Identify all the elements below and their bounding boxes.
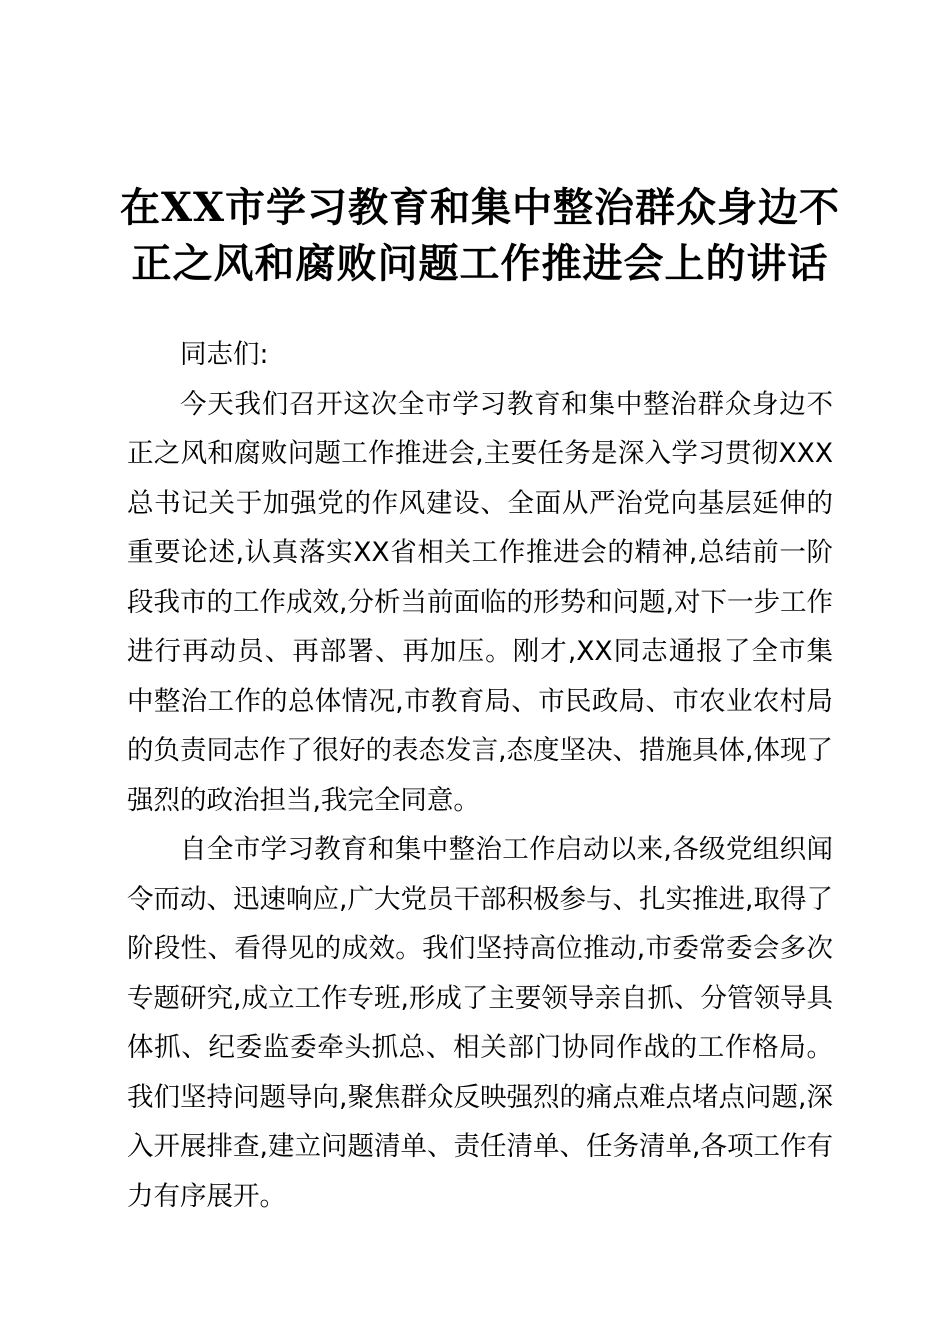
- paragraph: 自全市学习教育和集中整治工作启动以来,各级党组织闻令而动、迅速响应,广大党员干部积极参与、扎实推进,取得了阶段性、看得见的成效。我们坚持高位推动,市委常委会多次专题研究,成立工作专班,形成了主要领导亲自抓、分管领导具体抓、纪委监委牵头抓总、相关部门协同作战的工作格局。我们坚持问题导向,聚焦群众反映强烈的痛点难点堵点问题,深入开展排查,建立问题清单、责任清单、任务清单,各项工作有力有序展开。: [127, 834, 833, 1212]
- document-title: 在XX市学习教育和集中整治群众身边不正之风和腐败问题工作推进会上的讲话: [119, 184, 841, 287]
- document-body: [127, 330, 833, 1221]
- salutation: 同志们:: [180, 339, 269, 370]
- paragraph: 今天我们召开这次全市学习教育和集中整治群众身边不正之风和腐败问题工作推进会,主要任务是深入学习贯彻XXX总书记关于加强党的作风建设、全面从严治党向基层延伸的重要论述,认真落实XX省相关工作推进会的精神,总结前一阶段我市的工作成效,分析当前面临的形势和问题,对下一步工作进行再动员、再部署、再加压。刚才,XX同志通报了全市集中整治工作的总体情况,市教育局、市民政局、市农业农村局的负责同志作了很好的表态发言,态度坚决、措施具体,体现了强烈的政治担当,我完全同意。: [127, 388, 833, 816]
